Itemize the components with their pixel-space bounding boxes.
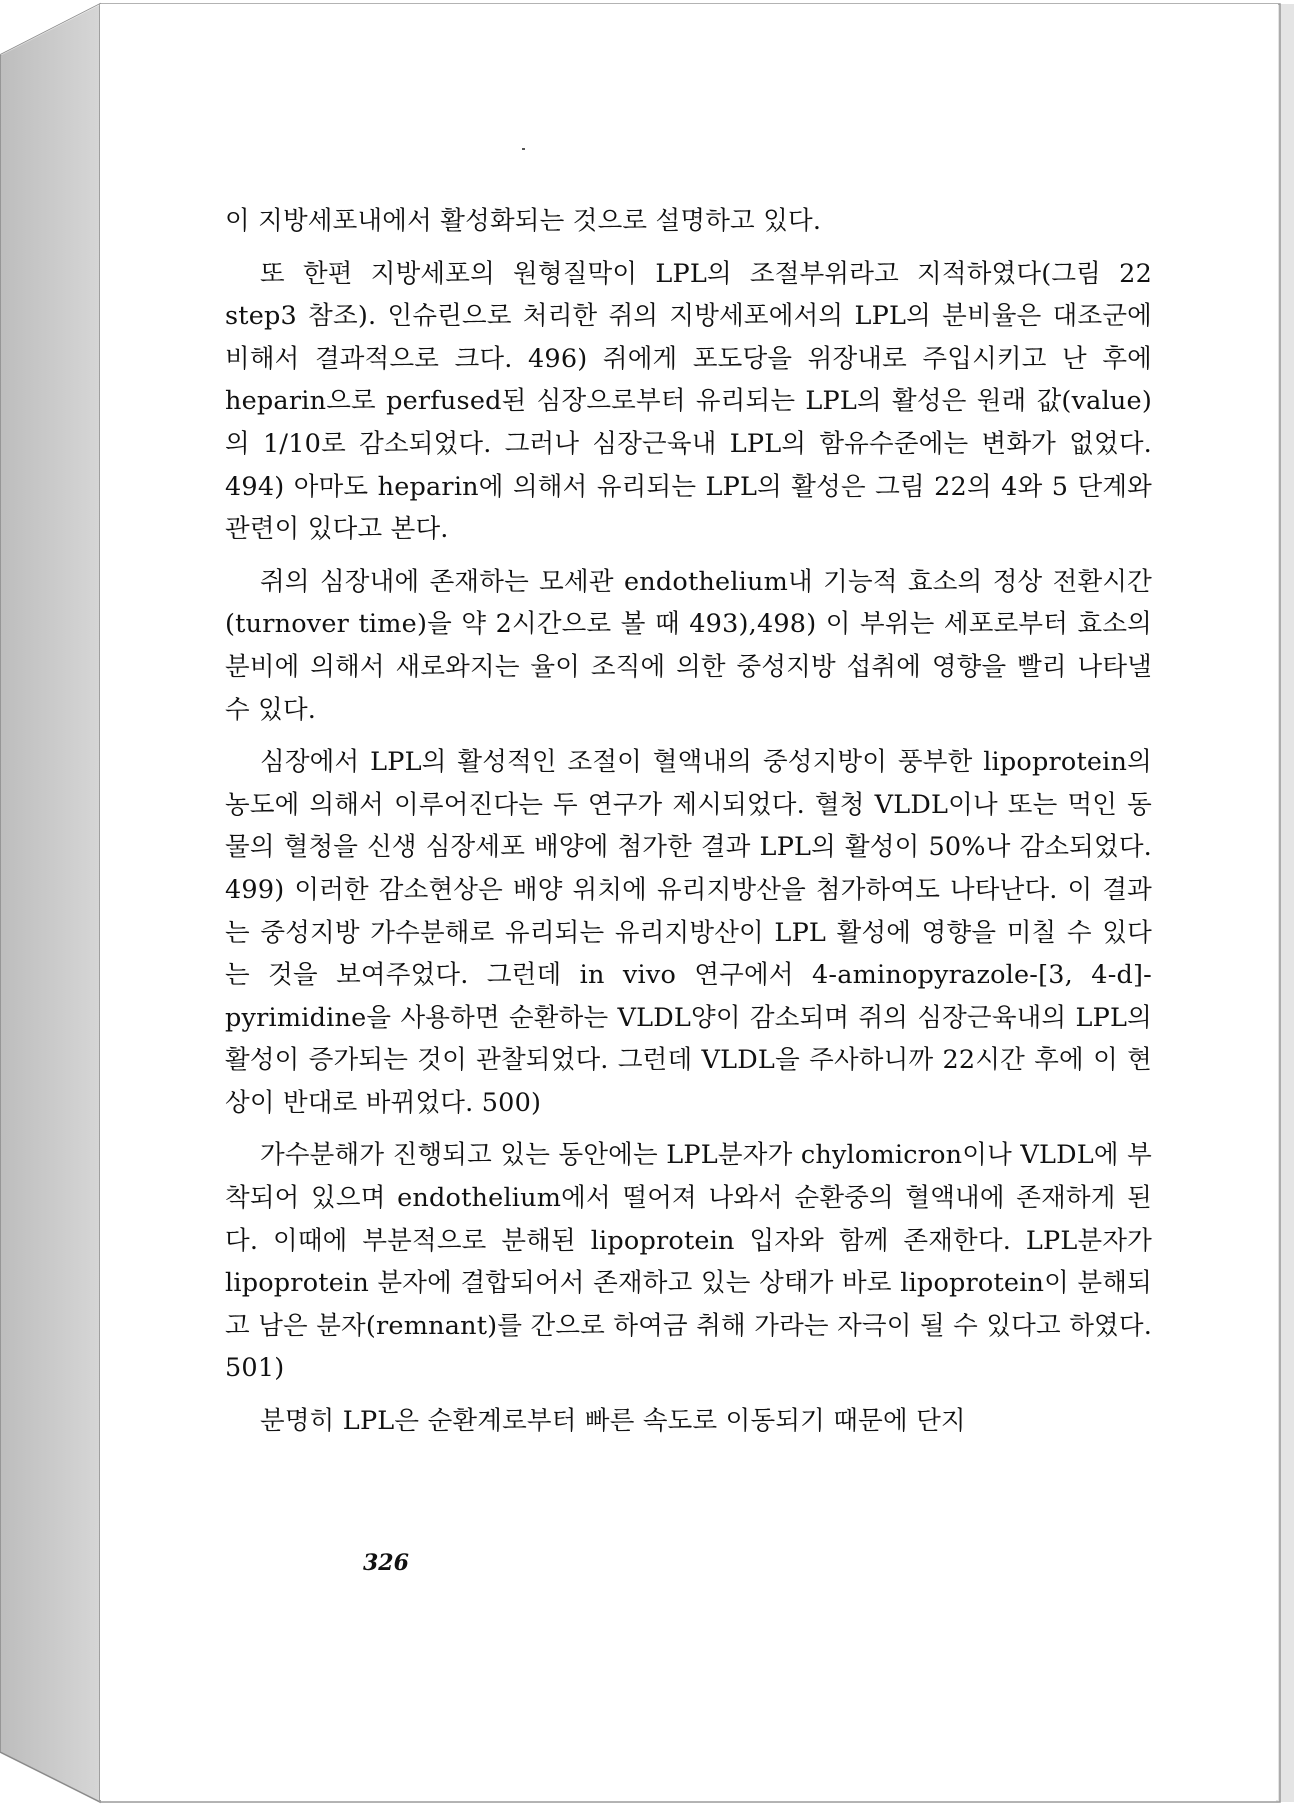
paragraph-3: 쥐의 심장내에 존재하는 모세관 endothelium내 기능적 효소의 정상 전환시간(turnover time)을 약 2시간으로 볼 때 493),498) 이 부위는 세포로부터 효소의 분비에 의해서 새로와지는 율이 조직에 의한 중성지방 섭취에 영향을 빨리 나타낼 수 있다. bbox=[225, 566, 1152, 725]
paragraph-4: 심장에서 LPL의 활성적인 조절이 혈액내의 중성지방이 풍부한 lipoprotein의 농도에 의해서 이루어진다는 두 연구가 제시되었다. 혈청 VLDL이나 또는 먹인 동물의 혈청을 신생 심장세포 배양에 첨가한 결과 LPL의 활성이 50%나 감소되었다. 499) 이러한 감소현상은 배양 위치에 유리지방산을 첨가하여도 나타난다. 이 결과는 중성지방 가수분해로 유리되는 유리지방산이 LPL 활성에 영향을 미칠 수 있다는 것을 보여주었다. 그런데 in vivo 연구에서 4-aminopyrazole-[3, 4-d]-pyrimidine을 사용하면 순환하는 VLDL양이 감소되며 쥐의 심장근육내의 LPL의 활성이 증가되는 것이 관찰되었다. 그런데 VLDL을 주사하니까 22시간 후에 이 현상이 반대로 바뀌었다. 500) bbox=[225, 747, 1152, 1118]
paragraph-2: 또 한편 지방세포의 원형질막이 LPL의 조절부위라고 지적하였다(그림 22 step3 참조). 인슈린으로 처리한 쥐의 지방세포에서의 LPL의 분비율은 대조군에 비해서 결과적으로 크다. 496) 쥐에게 포도당을 위장내로 주입시키고 난 후에 heparin으로 perfused된 심장으로부터 유리되는 LPL의 활성은 원래 값(value)의 1/10로 감소되었다. 그러나 심장근육내 LPL의 함유수준에는 변화가 없었다. 494) 아마도 heparin에 의해서 유리되는 LPL의 활성은 그림 22의 4와 5 단계와 관련이 있다고 본다. bbox=[225, 258, 1152, 545]
page-number: 326 bbox=[363, 1550, 409, 1576]
paragraph-5: 가수분해가 진행되고 있는 동안에는 LPL분자가 chylomicron이나 VLDL에 부착되어 있으며 endothelium에서 떨어져 나와서 순환중의 혈액내에 존재하게 된다. 이때에 부분적으로 분해된 lipoprotein 입자와 함께 존재한다. LPL분자가 lipoprotein 분자에 결합되어서 존재하고 있는 상태가 바로 lipoprotein이 분해되고 남은 분자(remnant)를 간으로 하여금 취해 가라는 자극이 될 수 있다고 하였다. 501) bbox=[225, 1140, 1152, 1384]
scan-speck bbox=[522, 148, 525, 150]
paragraph-1: 이 지방세포내에서 활성화되는 것으로 설명하고 있다. bbox=[225, 206, 822, 236]
body-text bbox=[225, 200, 1152, 1453]
paragraph-6: 분명히 LPL은 순환계로부터 빠른 속도로 이동되기 때문에 단지 bbox=[260, 1406, 966, 1437]
